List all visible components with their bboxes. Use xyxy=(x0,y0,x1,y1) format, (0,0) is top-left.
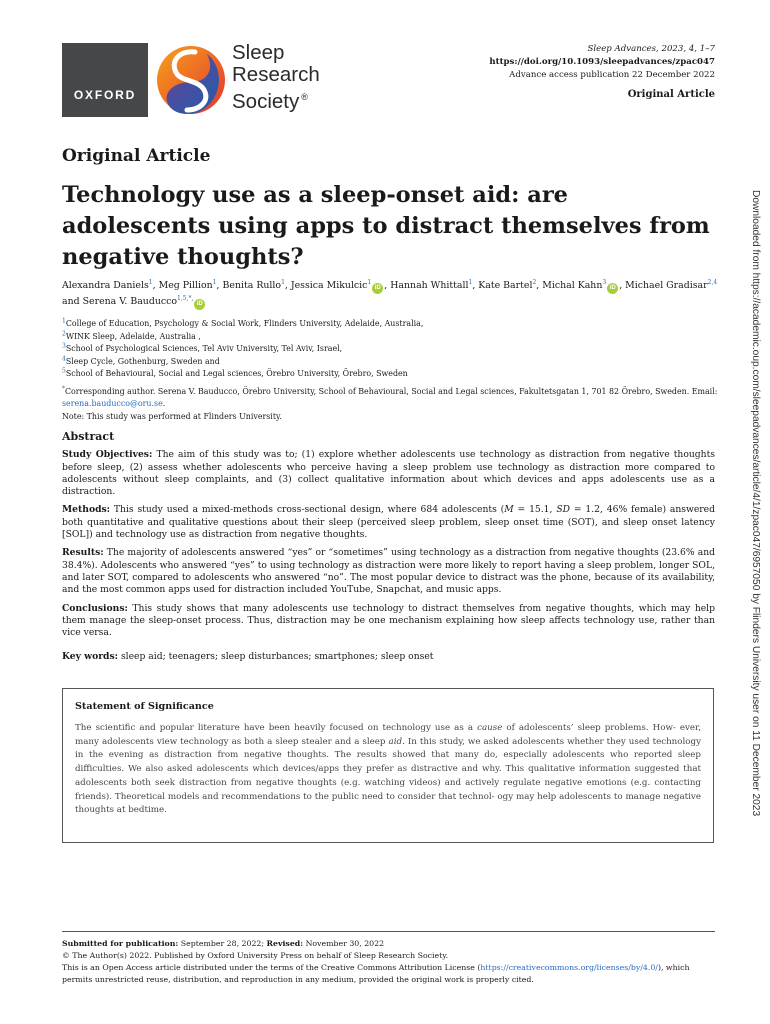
abstract xyxy=(62,431,715,670)
author-affiliation: 1 xyxy=(468,278,473,286)
oxford-logo-text: OXFORD xyxy=(73,88,137,102)
access-date: Advance access publication 22 December 2022 xyxy=(509,70,715,80)
results-label: Results: xyxy=(62,547,104,559)
srs-name-line xyxy=(232,86,320,113)
registered-mark: ® xyxy=(301,92,308,102)
keywords-text: sleep aid; teenagers; sleep disturbances; smartphones; sleep onset xyxy=(120,651,434,663)
results-text: The majority of adolescents answered “yes” or “sometimes” using technology as a distraction from negative thoughts (23.6% and 38.4%). Adolescents who answered “yes” to using technology as distraction were more likely to report having a sleep problem, longer SOL, and later SOT, compared to adolescents who answered “no”. The most popular device to distract was the phone, because of its availability, and the most common apps used for distraction included YouTube, Snapchat, and music apps. xyxy=(62,547,716,596)
copyright: © The Author(s) 2022. Published by Oxford University Press on behalf of Sleep Research Society. xyxy=(62,951,449,960)
affiliation-item xyxy=(62,318,727,331)
footer xyxy=(62,931,715,986)
affiliation-text: WINK Sleep, Adelaide, Australia , xyxy=(65,331,201,341)
submitted-date: September 28, 2022; xyxy=(180,939,265,948)
author-affiliation: 1 xyxy=(367,278,372,286)
abstract-objectives xyxy=(62,449,715,498)
author-name[interactable]: Hannah Whittall xyxy=(390,280,469,291)
license-text: ), which permits unrestricted reuse, distribution, and reproduction in any medium, provided the original work is properly cited. xyxy=(62,963,690,984)
study-note: Note: This study was performed at Flinders University. xyxy=(62,411,282,421)
download-watermark xyxy=(747,190,761,840)
license-text: This is an Open Access article distributed under the terms of the Creative Commons Attribution License ( xyxy=(62,963,481,972)
affiliation-number: 3 xyxy=(62,342,66,350)
submitted-label: Submitted for publication: xyxy=(62,939,179,948)
journal-meta xyxy=(489,43,715,101)
doi-link[interactable]: https://doi.org/10.1093/sleepadvances/zpac047 xyxy=(489,57,715,67)
corresponding-text: Corresponding author. Serena V. Bauducco, Örebro University, School of Behavioural, Social and Legal sciences, Fakultetsgatan 1, 701 82 Örebro, Sweden. Email: xyxy=(65,386,718,396)
affiliation-item xyxy=(62,331,727,344)
affiliation-item xyxy=(62,343,727,356)
affiliation-text: School of Psychological Sciences, Tel Aviv University, Tel Aviv, Israel, xyxy=(65,344,343,353)
affiliation-item xyxy=(62,356,727,369)
abstract-conclusions xyxy=(62,603,715,640)
author-affiliation: 2 xyxy=(532,278,537,286)
methods-text: This study used a mixed-methods cross-sectional design, where 684 adolescents ( xyxy=(113,504,505,516)
abstract-methods xyxy=(62,504,715,541)
conclusions-text: This study shows that many adolescents use technology to distract themselves from negative thoughts, which may help them manage the sleep-onset process. Thus, distraction may be one mechanism explaining how sleep affects technology use, rather than vice versa. xyxy=(62,602,715,639)
abstract-results xyxy=(62,547,715,596)
affiliation-number: 1 xyxy=(62,317,66,325)
methods-sd: SD xyxy=(556,504,570,516)
significance-text-part: . In this study, we asked adolescents whether they used technology in the evening as distraction from negative thoughts. The results showed that many do, especially adolescents who reported sleep difficulties. We also asked adolescents which devices/apps they prefer as distractive and why. This qualitative information suggested that adolescents both seek distraction from negative thoughts (e.g. watching videos) and actively regulate negative emotions (e.g. contacting friends). Theoretical models and recommendations to the public need to consider that technol- ogy may help adolescents to manage negative thoughts at bedtime. xyxy=(75,736,701,816)
author-name[interactable]: Alexandra Daniels xyxy=(62,280,149,291)
download-watermark-text: Downloaded from https://academic.oup.com/sleepadvances/article/4/1/zpac047/6957050 by Flinders University user on 11 December 2023 xyxy=(750,190,761,817)
methods-text: = 1.2, 46% female) answered both quantitative and qualitative questions about their sleep (perceived sleep problem, sleep onset time (SOT), and sleep onset latency [SOL]) and technology use as distraction from negative thoughts. xyxy=(62,504,715,541)
journal-citation: Sleep Advances, 2023, 4, 1–7 xyxy=(587,44,715,54)
author-affiliation: 1 xyxy=(212,278,217,286)
significance-emphasis: aid xyxy=(388,736,403,747)
revised-date: November 30, 2022 xyxy=(305,939,385,948)
orcid-icon[interactable]: iD xyxy=(194,299,205,310)
affiliations xyxy=(62,318,727,423)
authors-and: and xyxy=(62,296,80,307)
corresponding-mark: * xyxy=(62,384,65,392)
significance-emphasis: cause xyxy=(477,723,503,733)
license-link[interactable]: https://creativecommons.org/licenses/by/4.0/ xyxy=(480,963,658,972)
corresponding-email-link[interactable]: serena.bauducco@oru.se xyxy=(62,399,163,408)
author-name[interactable]: Serena V. Bauducco xyxy=(82,296,178,307)
corresponding-author xyxy=(62,386,727,411)
author-affiliation: 1 xyxy=(281,278,285,286)
keywords xyxy=(62,651,715,663)
objectives-text: The aim of this study was to; (1) explore whether adolescents use technology as distraction from negative thoughts before sleep, (2) assess whether adolescents who perceive having a sleep problem use technology as distraction more compared to adolescents without sleep complaints, and (3) collect qualitative information about which devices and apps adolescents use as a distraction. xyxy=(62,449,715,498)
affiliation-text: College of Education, Psychology & Social Work, Flinders University, Adelaide, Australia, xyxy=(65,319,424,328)
publication-dates xyxy=(62,938,715,950)
objectives-label: Study Objectives: xyxy=(62,449,153,461)
methods-label: Methods: xyxy=(62,504,111,516)
author-affiliation: 1,5,*, xyxy=(177,294,194,302)
affiliation-text: Sleep Cycle, Gothenburg, Sweden and xyxy=(65,356,220,366)
significance-text xyxy=(75,722,701,818)
article-type: Original Article xyxy=(627,89,715,100)
affiliation-number: 2 xyxy=(62,329,66,337)
srs-name-line: Sleep xyxy=(232,41,285,64)
srs-logo-text xyxy=(232,42,320,113)
abstract-heading: Abstract xyxy=(62,430,115,443)
author-name[interactable]: Michael Gradisar xyxy=(625,280,708,291)
significance-text-part: The scientific and popular literature have been heavily focused on technology use as a xyxy=(75,723,478,733)
significance-text-part: of adolescents’ sleep problems. How- ever, many adolescents view technology as both a sleep stealer and a sleep xyxy=(75,723,702,747)
author-name[interactable]: Benita Rullo xyxy=(222,280,282,291)
significance-heading: Statement of Significance xyxy=(75,701,214,712)
oxford-logo xyxy=(62,43,148,117)
author-affiliation: 1 xyxy=(148,278,153,286)
author-affiliation: 2,4 xyxy=(707,278,718,286)
srs-logo-icon xyxy=(155,44,227,116)
author-name[interactable]: Meg Pillion xyxy=(158,280,213,291)
author-name[interactable]: Jessica Mikulcic xyxy=(290,280,368,291)
conclusions-label: Conclusions: xyxy=(62,602,128,614)
revised-label: Revised: xyxy=(266,939,304,948)
author-affiliation: 3 xyxy=(602,278,607,286)
affiliation-item xyxy=(62,368,727,381)
affiliation-text: School of Behavioural, Social and Legal sciences, Örebro University, Örebro, Sweden xyxy=(65,369,408,378)
srs-name-line: Research xyxy=(232,63,320,86)
license xyxy=(62,962,715,986)
orcid-icon[interactable]: iD xyxy=(607,283,618,294)
orcid-icon[interactable]: iD xyxy=(372,283,383,294)
author-list: Alexandra Daniels$^1$, Meg Pillion$^1$, Benita Rullo$^1$, Jessica Mikulcic$^1$iD , Hannah Whittall$^1$, Kate Bartel$^2$, Michal Kahn$^3$iD , Michael Gradisar$^{2,4}$ and Serena V. Bauducco$^{1,5,*,}$iD xyxy=(62,278,727,310)
author-name[interactable]: Michal Kahn xyxy=(542,280,603,291)
methods-m: M xyxy=(504,504,514,516)
section-label: Original Article xyxy=(62,146,211,166)
keywords-label: Key words: xyxy=(62,651,119,663)
methods-text: = 15.1, xyxy=(513,504,557,516)
author-name[interactable]: Kate Bartel xyxy=(478,280,533,291)
affiliation-number: 5 xyxy=(62,367,66,375)
corresponding-email-end: . xyxy=(162,399,166,408)
srs-name-line-text: Society xyxy=(232,89,300,113)
affiliation-number: 4 xyxy=(62,354,66,362)
significance-box xyxy=(62,688,714,843)
article-title: Technology use as a sleep-onset aid: are adolescents using apps to distract themselves from negative thoughts? xyxy=(62,182,710,270)
